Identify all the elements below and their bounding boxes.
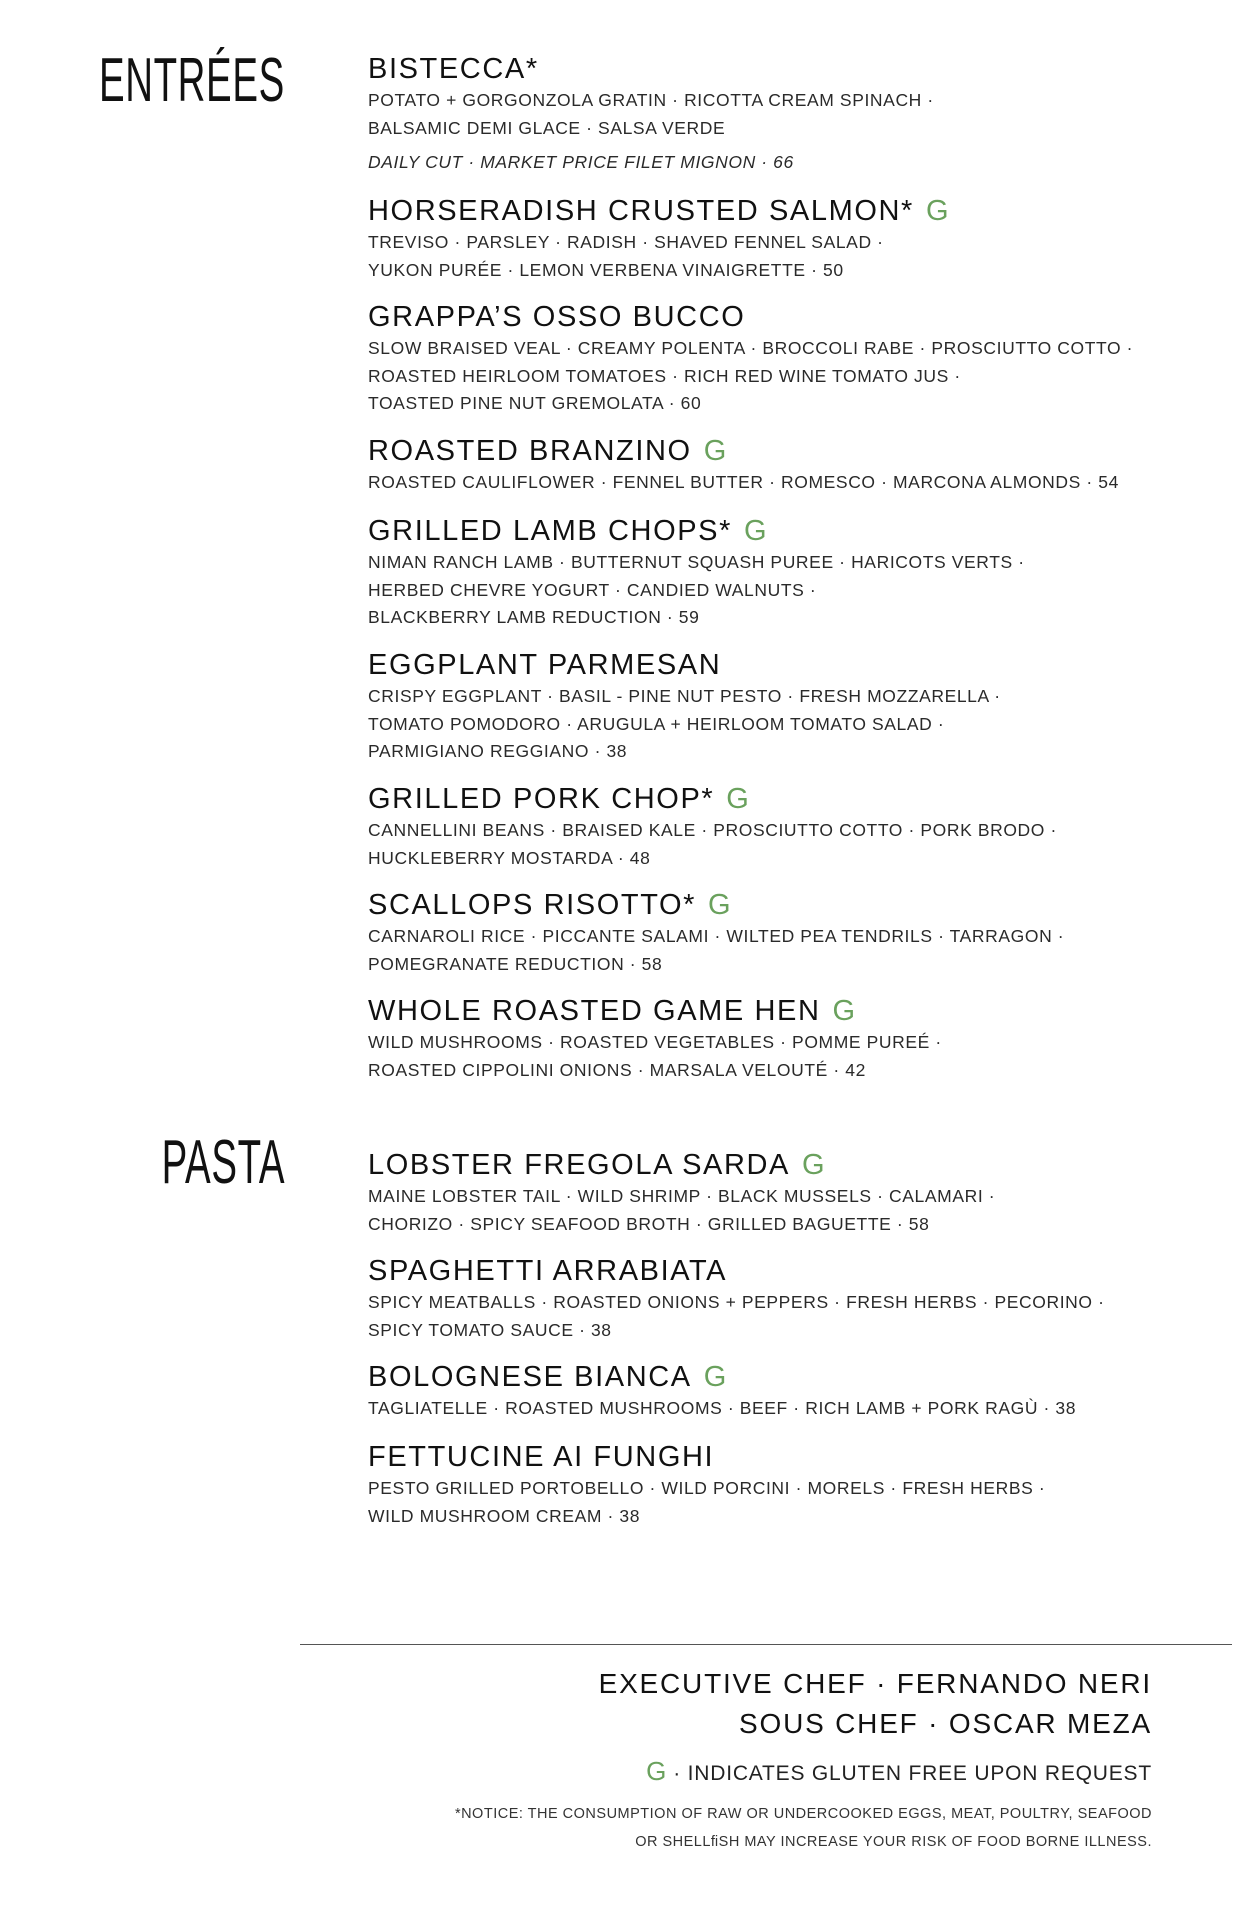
dish-description-line: PARMIGIANO REGGIANO · 38 bbox=[368, 741, 628, 761]
dish-description-line: TOMATO POMODORO · ARUGULA + HEIRLOOM TOMATO SALAD · bbox=[368, 713, 945, 734]
dish-description-line: TOASTED PINE NUT GREMOLATA · 60 bbox=[368, 393, 702, 413]
food-safety-notice bbox=[455, 1800, 1152, 1856]
gluten-free-icon: G bbox=[726, 783, 751, 815]
gluten-free-icon: G bbox=[744, 515, 769, 547]
menu-item bbox=[368, 782, 1218, 871]
dish-name-text: LOBSTER FREGOLA SARDA bbox=[368, 1149, 790, 1181]
dish-name bbox=[368, 52, 1218, 86]
menu-item bbox=[368, 1440, 1218, 1529]
menu-item bbox=[368, 994, 1218, 1083]
gluten-free-legend bbox=[646, 1756, 1152, 1787]
dish-name bbox=[368, 514, 1218, 548]
dish-name bbox=[368, 434, 1218, 468]
menu-item bbox=[368, 300, 1218, 417]
dish-name-text: HORSERADISH CRUSTED SALMON* bbox=[368, 195, 914, 227]
gluten-free-icon: G bbox=[708, 889, 733, 921]
menu-item bbox=[368, 434, 1218, 496]
dish-name-text: GRILLED PORK CHOP* bbox=[368, 783, 715, 815]
dish-description-line: NIMAN RANCH LAMB · BUTTERNUT SQUASH PUREE · HARICOTS VERTS · bbox=[368, 552, 1025, 572]
dish-description-line: TREVISO · PARSLEY · RADISH · SHAVED FENNEL SALAD · bbox=[368, 232, 884, 252]
dish-description-line: TAGLIATELLE · ROASTED MUSHROOMS · BEEF · RICH LAMB + PORK RAGÙ · 38 bbox=[368, 1398, 1077, 1418]
dish-name bbox=[368, 194, 1218, 228]
dish-description-line: SPICY MEATBALLS · ROASTED ONIONS + PEPPERS · FRESH HERBS · PECORINO · bbox=[368, 1292, 1105, 1312]
dish-description-line: CARNAROLI RICE · PICCANTE SALAMI · WILTED PEA TENDRILS · TARRAGON · bbox=[368, 926, 1065, 946]
footer-divider bbox=[300, 1644, 1232, 1645]
dish-description-line: HERBED CHEVRE YOGURT · CANDIED WALNUTS · bbox=[368, 579, 817, 600]
dish-name-text: BOLOGNESE BIANCA bbox=[368, 1361, 692, 1393]
dish-description-line: BALSAMIC DEMI GLACE · SALSA VERDE bbox=[368, 117, 726, 138]
dish-name bbox=[368, 1360, 1218, 1394]
dish-description-line: PESTO GRILLED PORTOBELLO · WILD PORCINI · MORELS · FRESH HERBS · bbox=[368, 1478, 1046, 1498]
menu-item bbox=[368, 1148, 1218, 1237]
executive-chef-credit: EXECUTIVE CHEF · FERNANDO NERI bbox=[598, 1668, 1152, 1699]
dish-name-text: GRILLED LAMB CHOPS* bbox=[368, 515, 732, 547]
menu-item bbox=[368, 1254, 1218, 1343]
chef-credits bbox=[599, 1664, 1152, 1744]
dish-description-line: HUCKLEBERRY MOSTARDA · 48 bbox=[368, 847, 651, 868]
gluten-free-icon: G bbox=[925, 195, 951, 227]
dish-name-text: BISTECCA* bbox=[368, 53, 539, 85]
dish-name-text: WHOLE ROASTED GAME HEN bbox=[368, 995, 821, 1027]
gluten-free-icon: G bbox=[703, 1361, 728, 1393]
dish-description-line: ROASTED HEIRLOOM TOMATOES · RICH RED WINE TOMATO JUS · bbox=[368, 365, 961, 386]
notice-line-1: *NOTICE: THE CONSUMPTION OF RAW OR UNDERCOOKED EGGS, MEAT, POULTRY, SEAFOOD bbox=[454, 1806, 1152, 1822]
dish-name bbox=[368, 782, 1218, 816]
menu-item bbox=[368, 1360, 1218, 1422]
dish-description-line: POMEGRANATE REDUCTION · 58 bbox=[368, 953, 663, 974]
dish-name-text: SCALLOPS RISOTTO* bbox=[368, 889, 697, 921]
section-title-entrees: ENTRÉES bbox=[99, 46, 285, 115]
gluten-free-icon: G bbox=[703, 435, 728, 467]
dish-name bbox=[368, 648, 1218, 682]
dish-name bbox=[368, 994, 1218, 1028]
menu-item bbox=[368, 194, 1218, 283]
notice-line-2: OR SHELLﬁSH MAY INCREASE YOUR RISK OF FOOD BORNE ILLNESS. bbox=[635, 1834, 1152, 1850]
dish-description-line: BLACKBERRY LAMB REDUCTION · 59 bbox=[368, 607, 700, 627]
dish-name bbox=[368, 1254, 1218, 1288]
dish-name-text: FETTUCINE AI FUNGHI bbox=[368, 1441, 715, 1473]
dish-name bbox=[368, 1148, 1218, 1182]
section-title-pasta: PASTA bbox=[161, 1128, 285, 1197]
dish-description-line: SLOW BRAISED VEAL · CREAMY POLENTA · BROCCOLI RABE · PROSCIUTTO COTTO · bbox=[368, 338, 1134, 358]
dish-name-text: ROASTED BRANZINO bbox=[368, 435, 692, 467]
sous-chef-credit: SOUS CHEF · OSCAR MEZA bbox=[739, 1708, 1152, 1739]
dish-description-line: CHORIZO · SPICY SEAFOOD BROTH · GRILLED BAGUETTE · 58 bbox=[368, 1213, 930, 1234]
dish-name bbox=[368, 888, 1218, 922]
dish-price-line: DAILY CUT · MARKET PRICE FILET MIGNON · 66 bbox=[368, 152, 794, 172]
gluten-free-icon: G bbox=[832, 995, 857, 1027]
legend-text: · INDICATES GLUTEN FREE UPON REQUEST bbox=[673, 1762, 1152, 1785]
dish-name-text: EGGPLANT PARMESAN bbox=[368, 649, 722, 681]
menu-item bbox=[368, 888, 1218, 977]
dish-description-line: WILD MUSHROOMS · ROASTED VEGETABLES · POMME PUREÉ · bbox=[368, 1032, 942, 1052]
menu-item bbox=[368, 648, 1218, 765]
dish-description-line: ROASTED CAULIFLOWER · FENNEL BUTTER · ROMESCO · MARCONA ALMONDS · 54 bbox=[368, 472, 1119, 492]
dish-description-line: MAINE LOBSTER TAIL · WILD SHRIMP · BLACK MUSSELS · CALAMARI · bbox=[368, 1186, 996, 1206]
menu-item bbox=[368, 52, 1218, 176]
dish-description-line: SPICY TOMATO SAUCE · 38 bbox=[368, 1319, 612, 1340]
dish-name-text: SPAGHETTI ARRABIATA bbox=[368, 1255, 728, 1287]
gluten-free-icon: G bbox=[646, 1756, 668, 1786]
dish-description-line: POTATO + GORGONZOLA GRATIN · RICOTTA CREAM SPINACH · bbox=[368, 90, 934, 110]
dish-name-text: GRAPPA’S OSSO BUCCO bbox=[368, 301, 746, 333]
dish-name bbox=[368, 1440, 1218, 1474]
dish-description-line: CRISPY EGGPLANT · BASIL - PINE NUT PESTO · FRESH MOZZARELLA · bbox=[368, 686, 1001, 706]
menu-item bbox=[368, 514, 1218, 631]
dish-description-line: YUKON PURÉE · LEMON VERBENA VINAIGRETTE · 50 bbox=[368, 259, 844, 280]
dish-description-line: CANNELLINI BEANS · BRAISED KALE · PROSCIUTTO COTTO · PORK BRODO · bbox=[368, 820, 1057, 840]
gluten-free-icon: G bbox=[802, 1149, 827, 1181]
dish-description-line: WILD MUSHROOM CREAM · 38 bbox=[368, 1505, 641, 1526]
dish-name bbox=[368, 300, 1218, 334]
dish-description-line: ROASTED CIPPOLINI ONIONS · MARSALA VELOUTÉ · 42 bbox=[368, 1059, 866, 1080]
